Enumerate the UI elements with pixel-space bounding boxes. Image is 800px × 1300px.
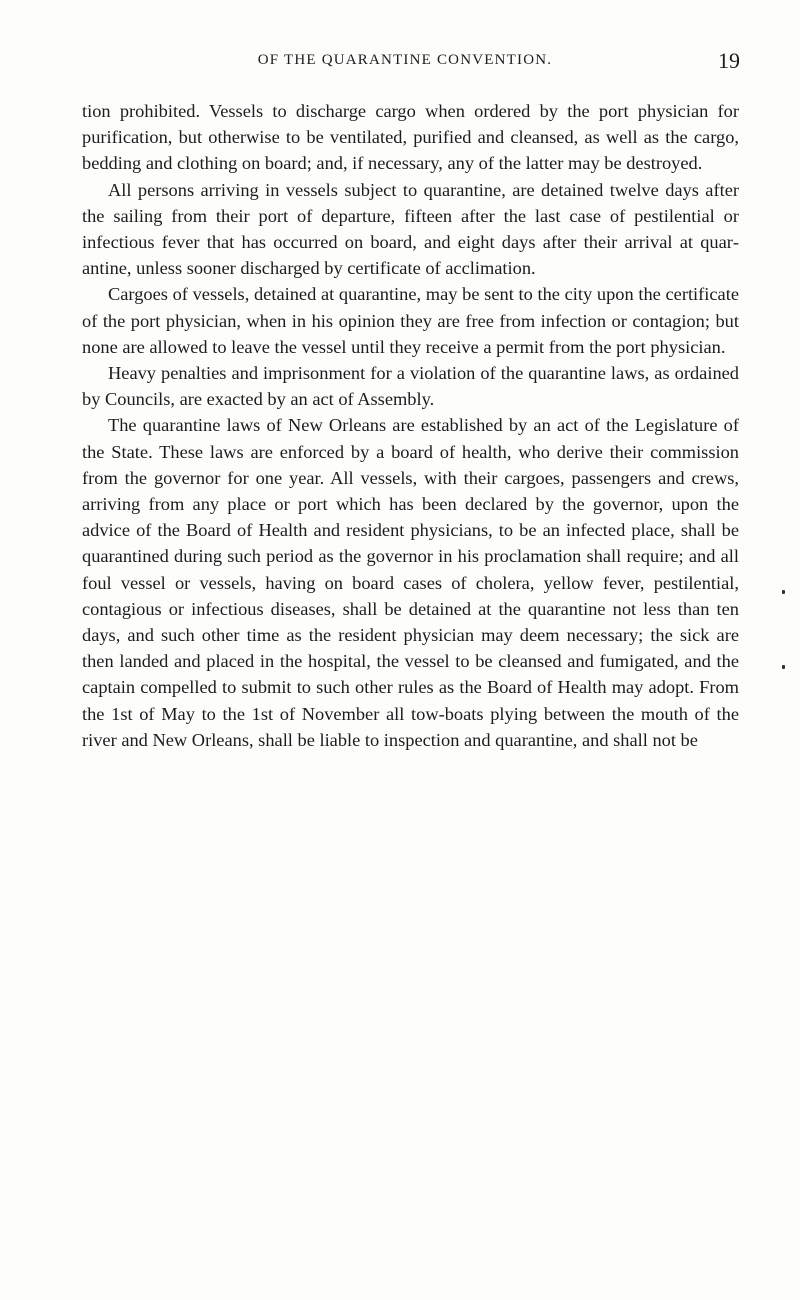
paragraph-2: All persons arriving in vessels subject to quarantine, are detained twelve days after the sailing from their port of departure, fifteen after the last case of pestilential or infectious fever that has occurred on board, and eight days after their arrival at quarantine, unless sooner discharged by certificate of acclimation. xyxy=(82,179,739,279)
print-speck xyxy=(782,665,785,669)
print-speck xyxy=(782,590,785,594)
body-text xyxy=(82,98,739,753)
page-number: 19 xyxy=(718,48,740,73)
running-title: OF THE QUARANTINE CONVENTION. xyxy=(257,52,553,68)
running-head xyxy=(70,48,740,78)
paragraph-1: tion prohibited. Vessels to discharge cargo when ordered by the port physician for purification, but otherwise to be ventilated, purified and cleansed, as well as the cargo, bedding and clothing on board; and, if necessary, any of the latter may be destroyed. xyxy=(82,101,739,174)
paragraph-3: Cargoes of vessels, detained at quarantine, may be sent to the city upon the certificate of the port physician, when in his opinion they are free from infection or contagion; but none are allowed to leave the vessel until they receive a permit from the port physician. xyxy=(82,284,739,357)
paragraph-5: The quarantine laws of New Orleans are established by an act of the Legislature of the State. These laws are enforced by a board of health, who derive their commission from the governor for one year. All vessels, with their cargoes, passengers and crews, arriving from any place or port which has been declared by the governor, upon the advice of the Board of Health and resident physicians, to be an infected place, shall be quarantined during such period as the governor in his proclamation shall require; and all foul vessel or vessels, having on board cases of cholera, yellow fever, pestilential, contagious or infectious diseases, shall be detained at the quarantine not less than ten days, and such other time as the resident physician may deem necessary; the sick are then landed and placed in the hospital, the vessel to be cleansed and fumigated, and the captain compelled to submit to such other rules as the Board of Health may adopt. From the 1st of May to the 1st of November all tow-boats plying between the mouth of the river and New Orleans, shall be liable to inspection and quarantine, and shall not be xyxy=(82,415,739,750)
paragraph-4: Heavy penalties and imprisonment for a violation of the quarantine laws, as ordained by Councils, are exacted by an act of Assembly. xyxy=(82,363,739,410)
